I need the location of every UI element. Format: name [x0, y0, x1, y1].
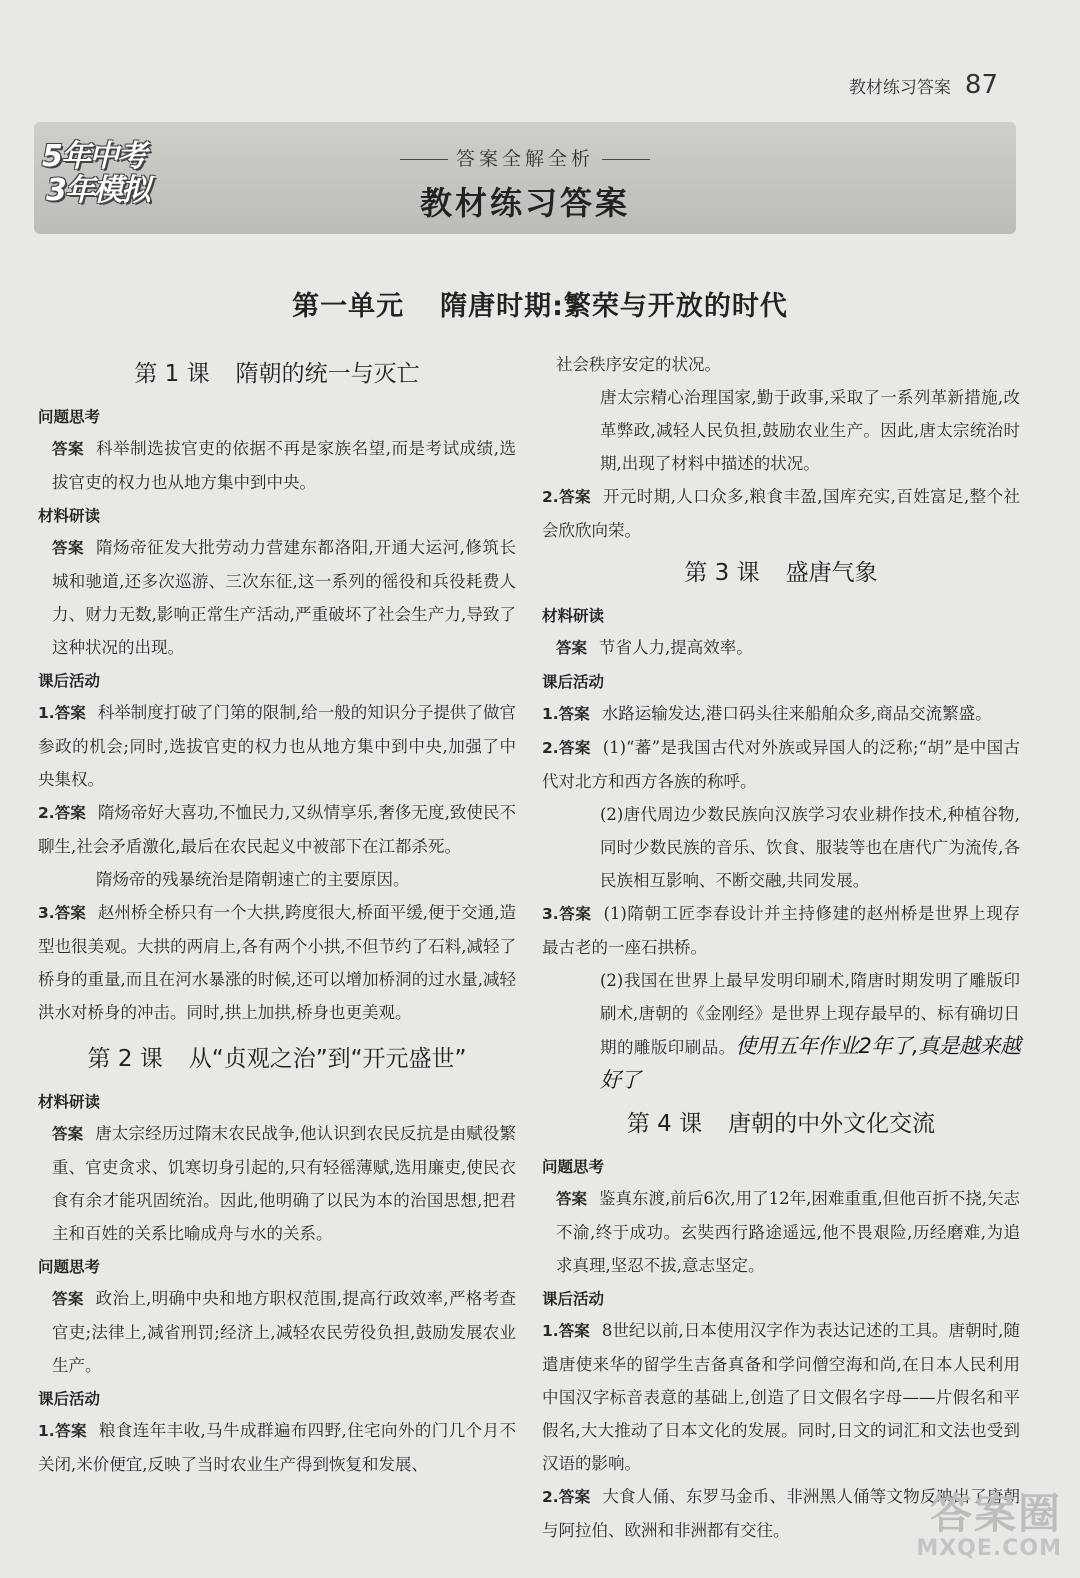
logo-line-2: 3年模拟 [46, 173, 149, 208]
answer-text: 科举制度打破了门第的限制,给一般的知识分子提供了做官参政的机会;同时,选拔官吏的权力也从地方集中到中央,加强了中央集权。 [38, 703, 516, 789]
running-title: 教材练习答案 [848, 78, 951, 98]
watermark-url: MXQE.COM [916, 1536, 1062, 1561]
watermark-text: 答案圈 [929, 1489, 1062, 1538]
title-banner [34, 122, 1016, 234]
answer-label: 答案 [556, 1190, 588, 1208]
answer-label: 3.答案 [38, 904, 86, 922]
answer-text: 水路运输发达,港口码头往来船舶众多,商品交流繁盛。 [601, 704, 992, 723]
handwritten-note: 使用五年作业2年了,真是越来越好了 [600, 1034, 1020, 1092]
lesson-3-label: 第 3 课 [684, 560, 760, 586]
lesson-3-heading [542, 553, 1020, 593]
answer-label: 答案 [52, 539, 85, 557]
answer-label: 答案 [556, 639, 588, 657]
answer-text: 唐太宗经历过隋末农民战争,他认识到农民反抗是由赋役繁重、官吏贪求、饥寒切身引起的,只有轻徭薄赋,选用廉吏,使民衣食有余才能巩固统治。因此,他明确了以民为本的治国思想,把君主和百姓的关系比喻成舟与水的关系。 [52, 1124, 516, 1243]
section-heading: 问题思考 [542, 1158, 605, 1176]
lesson-1-label: 第 1 课 [134, 361, 210, 387]
answer-text: 隋炀帝好大喜功,不恤民力,又纵情享乐,奢侈无度,致使民不聊生,社会矛盾激化,最后在农民起义中被部下在江都杀死。 [38, 803, 516, 856]
answer-paragraph [542, 897, 1020, 964]
lesson-2-heading [38, 1039, 516, 1079]
answer-paragraph: (2)唐代周边少数民族向汉族学习农业耕作技术,种植谷物,同时少数民族的音乐、饮食、服装等也在唐代广为流传,各民族相互影响、不断交融,共同发展。 [600, 805, 1020, 890]
answer-paragraph [38, 796, 516, 863]
answer-text: 科举制选拔官吏的依据不再是家族名望,而是考试成绩,选拔官吏的权力也从地方集中到中央。 [52, 439, 516, 492]
page-number: 87 [964, 70, 998, 100]
answer-paragraph [542, 1314, 1020, 1480]
answer-text: 政治上,明确中央和地方职权范围,提高行政效率,严格考查官吏;法律上,减省刑罚;经济上,减轻农民劳役负担,鼓励发展农业生产。 [52, 1289, 516, 1375]
answer-label: 1.答案 [542, 1322, 590, 1340]
answer-label: 答案 [52, 1125, 84, 1143]
section-heading: 课后活动 [38, 672, 101, 690]
dash-left [400, 159, 448, 160]
answer-paragraph: 唐太宗精心治理国家,勤于政事,采取了一系列革新措施,改革弊政,减轻人民负担,鼓励农业生产。因此,唐太宗统治时期,出现了材料中描述的状况。 [600, 388, 1020, 473]
answer-label: 1.答案 [38, 704, 86, 722]
answer-paragraph [38, 1414, 516, 1481]
answer-text: 赵州桥全桥只有一个大拱,跨度很大,桥面平缓,便于交通,造型也很美观。大拱的两肩上,各有两个小拱,不但节约了石料,减轻了桥身的重量,而且在河水暴涨的时候,还可以增加桥洞的过水量,减轻洪水对桥身的冲击。同时,拱上加拱,桥身也更美观。 [38, 903, 516, 1022]
answer-label: 答案 [52, 440, 85, 458]
lesson-1-title: 隋朝的统一与灭亡 [235, 361, 420, 387]
lesson-1-heading [38, 354, 516, 394]
answer-text: 隋炀帝征发大批劳动力营建东都洛阳,开通大运河,修筑长城和驰道,还多次巡游、三次东征,这一系列的徭役和兵役耗费人力、财力无数,影响正常生产活动,严重破坏了社会生产力,导致了这种状况的出现。 [52, 538, 516, 657]
section-heading: 问题思考 [38, 1258, 101, 1276]
answer-text: 开元时期,人口众多,粮食丰盈,国库充实,百姓富足,整个社会欣欣向荣。 [542, 487, 1020, 540]
answer-paragraph [542, 480, 1020, 547]
logo-line-1: 5年中考 [42, 139, 145, 174]
answer-label: 2.答案 [38, 804, 86, 822]
lesson-3-title: 盛唐气象 [785, 560, 878, 586]
unit-title: 隋唐时期:繁荣与开放的时代 [440, 291, 788, 322]
answer-text: 鉴真东渡,前后6次,用了12年,困难重重,但他百折不挠,矢志不渝,终于成功。玄奘西行路途遥远,他不畏艰险,历经磨难,为追求真理,坚忍不拔,意志坚定。 [556, 1189, 1020, 1275]
section-heading: 课后活动 [542, 1290, 605, 1308]
lesson-2-title: 从“贞观之治”到“开元盛世” [188, 1046, 467, 1072]
answer-paragraph [542, 964, 1020, 1098]
answer-paragraph [542, 1182, 1020, 1282]
answer-text: 粮食连年丰收,马牛成群遍布四野,住宅向外的门几个月不关闭,米价便宜,反映了当时农业生产得到恢复和发展、 [38, 1421, 516, 1474]
answer-paragraph [38, 696, 516, 796]
answer-label: 3.答案 [542, 905, 592, 923]
answer-paragraph [38, 432, 516, 499]
answer-label: 1.答案 [38, 1422, 87, 1440]
unit-heading [0, 284, 1080, 323]
answer-label: 1.答案 [542, 705, 590, 723]
lesson-4-heading [542, 1104, 1020, 1144]
answer-paragraph [38, 1117, 516, 1250]
answer-label: 2.答案 [542, 488, 591, 506]
section-heading: 材料研读 [38, 507, 101, 525]
answer-text: (1)“蕃”是我国古代对外族或异国人的泛称;“胡”是中国古代对北方和西方各族的称呼。 [542, 738, 1020, 791]
section-heading: 课后活动 [542, 673, 605, 691]
site-watermark [862, 1489, 1062, 1572]
lesson-2-label: 第 2 课 [87, 1046, 163, 1072]
section-heading: 材料研读 [38, 1093, 101, 1111]
answer-text: (1)隋朝工匠李春设计并主持修建的赵州桥是世界上现存最古老的一座石拱桥。 [542, 904, 1020, 957]
section-heading: 材料研读 [542, 607, 605, 625]
lesson-4-title: 唐朝的中外文化交流 [728, 1111, 936, 1137]
lesson-4-label: 第 4 课 [626, 1111, 703, 1137]
answer-text: 节省人力,提高效率。 [599, 638, 753, 657]
answer-text: (2)我国在世界上最早发明印刷术,隋唐时期发明了雕版印刷术,唐朝的《金刚经》是世界上现存最早的、标有确切日期的雕版印刷品。 [600, 971, 1020, 1057]
banner-subtitle-text: 答案全解全析 [455, 148, 594, 170]
banner-title: 教材练习答案 [419, 184, 630, 222]
section-heading: 问题思考 [38, 408, 101, 426]
answer-label: 2.答案 [542, 739, 591, 757]
answer-paragraph [542, 697, 1020, 731]
section-heading: 课后活动 [38, 1390, 101, 1408]
unit-label: 第一单元 [292, 291, 405, 322]
banner-subtitle [34, 144, 1016, 171]
answer-paragraph: 隋炀帝的残暴统治是隋朝速亡的主要原因。 [96, 870, 410, 889]
answer-paragraph [38, 896, 516, 1029]
right-column [542, 348, 1020, 1547]
page-header [849, 70, 998, 100]
answer-text: 大食人俑、东罗马金币、非洲黑人俑等文物反映出了唐朝与阿拉伯、欧洲和非洲都有交往。 [542, 1487, 1020, 1540]
answer-paragraph [38, 1282, 516, 1382]
answer-continuation: 社会秩序安定的状况。 [556, 355, 721, 374]
left-column [38, 348, 516, 1481]
answer-paragraph [542, 631, 1020, 665]
answer-paragraph [38, 531, 516, 664]
answer-text: 8世纪以前,日本使用汉字作为表达记述的工具。唐朝时,随遣唐使来华的留学生吉备真备和学问僧空海和尚,在日本人民利用中国汉字标音表意的基础上,创造了日文假名字母——片假名和平假名,大大推动了日本文化的发展。同时,日文的词汇和文法也受到汉语的影响。 [542, 1321, 1020, 1473]
answer-label: 答案 [52, 1290, 84, 1308]
answer-paragraph [542, 731, 1020, 798]
dash-right [602, 159, 650, 160]
answer-label: 2.答案 [542, 1488, 591, 1506]
